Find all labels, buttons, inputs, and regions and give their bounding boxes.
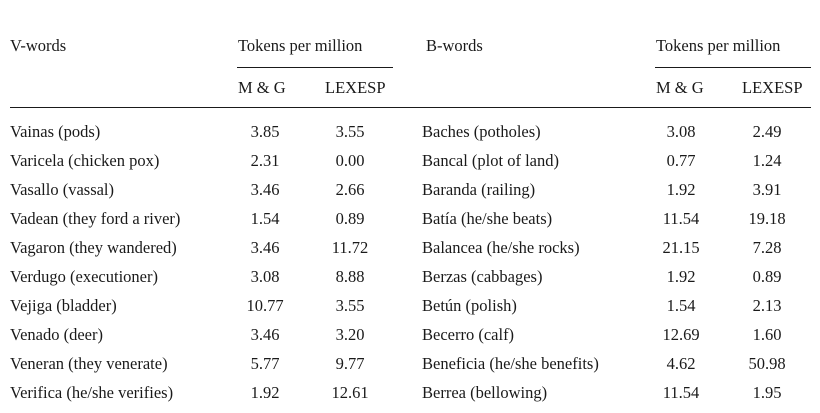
b-lexesp-cell: 0.89 [752,267,782,286]
b-mg-cell: 4.62 [666,354,696,373]
b-lexesp-cell: 1.60 [752,325,782,344]
b-lexesp-cell: 3.91 [752,180,782,199]
b-lexesp-cell: 50.98 [748,354,786,373]
b-word-cell: Bancal (plot of land) [422,151,559,170]
v-lexesp-cell: 9.77 [335,354,365,373]
v-lexesp-cell: 0.00 [335,151,365,170]
b-lexesp-cell: 2.49 [752,122,782,141]
v-word-cell: Vadean (they ford a river) [10,209,181,228]
v-word-cell: Varicela (chicken pox) [10,151,160,170]
b-mg-cell: 21.15 [662,238,700,257]
v-lexesp-cell: 3.55 [335,296,365,315]
b-word-cell: Betún (polish) [422,296,517,315]
header-v-words: V-words [10,36,67,55]
b-mg-cell: 0.77 [666,151,696,170]
b-word-cell: Batía (he/she beats) [422,209,553,228]
b-mg-cell: 1.92 [666,267,696,286]
v-lexesp-cell: 3.20 [335,325,365,344]
v-mg-cell: 1.54 [250,209,280,228]
header-rule-right [655,67,811,68]
b-lexesp-cell: 7.28 [752,238,782,257]
b-mg-cell: 1.54 [666,296,696,315]
b-word-cell: Balancea (he/she rocks) [422,238,580,257]
v-lexesp-cell: 12.61 [331,383,369,402]
b-mg-cell: 11.54 [662,209,700,228]
v-mg-cell: 3.08 [250,267,280,286]
v-lexesp-cell: 3.55 [335,122,365,141]
v-word-cell: Venado (deer) [10,325,103,344]
header-tokens-right: Tokens per million [656,36,781,55]
b-lexesp-cell: 2.13 [752,296,782,315]
b-word-cell: Baches (potholes) [422,122,541,141]
v-mg-cell: 1.92 [250,383,280,402]
b-lexesp-cell: 1.24 [752,151,782,170]
b-word-cell: Beneficia (he/she benefits) [422,354,599,373]
v-mg-cell: 10.77 [246,296,284,315]
header-tokens-left: Tokens per million [238,36,363,55]
v-mg-cell: 3.85 [250,122,280,141]
b-word-cell: Becerro (calf) [422,325,515,344]
v-word-cell: Veneran (they venerate) [10,354,168,373]
v-word-cell: Vagaron (they wandered) [10,238,177,257]
v-lexesp-cell: 2.66 [335,180,365,199]
header-mg-right: M & G [656,78,704,97]
header-mg-left: M & G [238,78,286,97]
v-word-cell: Vainas (pods) [10,122,101,141]
header-lexesp-left: LEXESP [325,78,386,97]
v-lexesp-cell: 11.72 [331,238,369,257]
v-lexesp-cell: 8.88 [335,267,365,286]
b-lexesp-cell: 19.18 [748,209,786,228]
v-mg-cell: 5.77 [250,354,280,373]
b-mg-cell: 11.54 [662,383,700,402]
b-word-cell: Berzas (cabbages) [422,267,543,286]
b-mg-cell: 1.92 [666,180,696,199]
v-mg-cell: 2.31 [250,151,280,170]
header-rule-left [237,67,393,68]
v-lexesp-cell: 0.89 [335,209,365,228]
v-word-cell: Vasallo (vassal) [10,180,115,199]
b-word-cell: Berrea (bellowing) [422,383,548,402]
v-word-cell: Verifica (he/she verifies) [10,383,174,402]
header-b-words: B-words [426,36,483,55]
b-lexesp-cell: 1.95 [752,383,782,402]
b-mg-cell: 3.08 [666,122,696,141]
v-word-cell: Vejiga (bladder) [10,296,117,315]
header-rule-full [10,107,811,108]
header-lexesp-right: LEXESP [742,78,803,97]
v-word-cell: Verdugo (executioner) [10,267,158,286]
v-mg-cell: 3.46 [250,325,280,344]
b-word-cell: Baranda (railing) [422,180,536,199]
b-mg-cell: 12.69 [662,325,700,344]
v-mg-cell: 3.46 [250,180,280,199]
v-mg-cell: 3.46 [250,238,280,257]
